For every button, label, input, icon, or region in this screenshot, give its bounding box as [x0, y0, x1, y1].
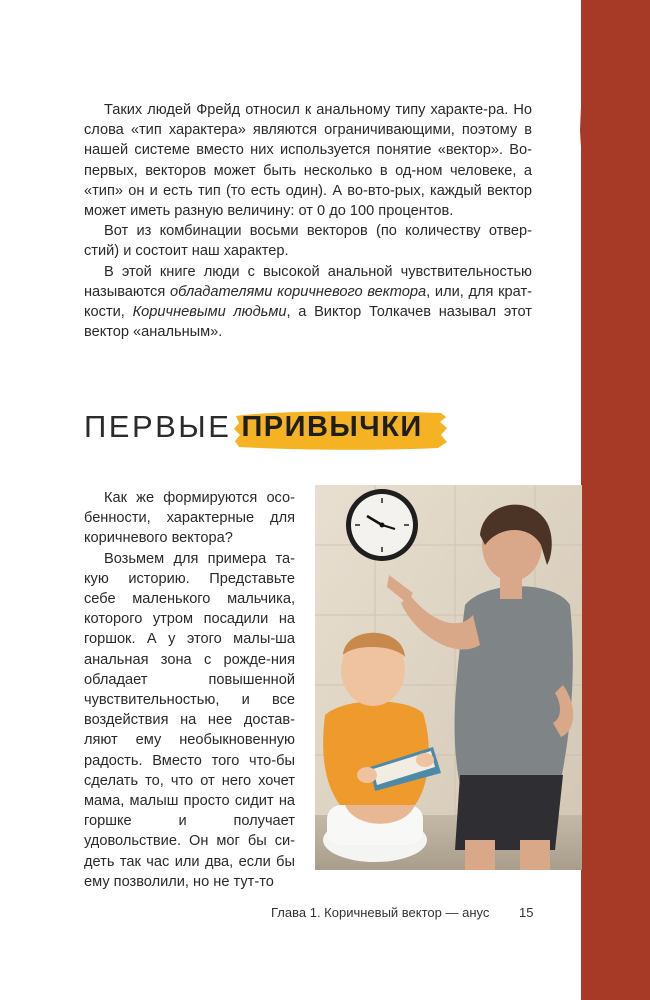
paragraph-story: Возьмем для примера та-кую историю. Представьте себе маленького мальчика, которого утром посадили на горшок. А у этого малы-ша анальная зона с рожде-ния обладает повышенной чувствительностью, и все воздействия на нее достав-ляют ему необыкновенную радость. Вместо того что-бы сделать то, что от него хочет мама, малыш просто сидит на горшке и получает удовольствие. Он мог бы си-деть так час или два, если бы ему позволили, но не тут-то: [84, 550, 295, 890]
p3-text-b: , или, для крат-кости,: [84, 283, 532, 321]
paragraph-brown-vector: [84, 262, 532, 343]
intro-text: [84, 100, 532, 342]
heading-highlight-word: ПРИВЫЧКИ: [241, 410, 423, 443]
paragraph-combination: Вот из комбинации восьми векторов (по количеству отвер-стий) и состоит наш характер.: [84, 223, 532, 260]
p3-text-a: В этой книге люди с высокой анальной чувствительностью называются: [84, 263, 532, 300]
p3-italic-owners: обладателями коричневого вектора: [169, 283, 427, 300]
paragraph-question: Как же формируются осо-бенности, характерные для коричневого вектора?: [84, 490, 295, 547]
photo-illustration: [315, 485, 582, 870]
running-footer-chapter: Глава 1. Коричневый вектор — анус: [271, 905, 490, 920]
section-heading: [84, 402, 431, 452]
paragraph-freud: Таких людей Фрейд относил к анальному типу характе-ра. Но слова «тип характера» являются ограничивающими, поэтому в нашей системе вместо них используется понятие «вектор». Во-первых, векторов может быть несколько в од-ном человеке, а «тип» он и есть тип (то есть один). А во-вто-рых, каждый вектор может иметь разную величину: от 0 до 100 процентов.: [84, 102, 532, 220]
page-number: 15: [519, 905, 534, 920]
wall-clock-graphic: [346, 489, 418, 561]
column-text: [84, 488, 295, 892]
p3-italic-brown-people: Коричневыми людьми: [132, 304, 287, 321]
page-edge-strip: [581, 0, 650, 1000]
mother-child-photo: [315, 485, 582, 870]
heading-plain-word: ПЕРВЫЕ: [84, 409, 232, 444]
p3-text-c: , а Виктор Толкачев называл этот вектор «анальным».: [84, 304, 532, 341]
heading-highlight: [235, 408, 430, 447]
